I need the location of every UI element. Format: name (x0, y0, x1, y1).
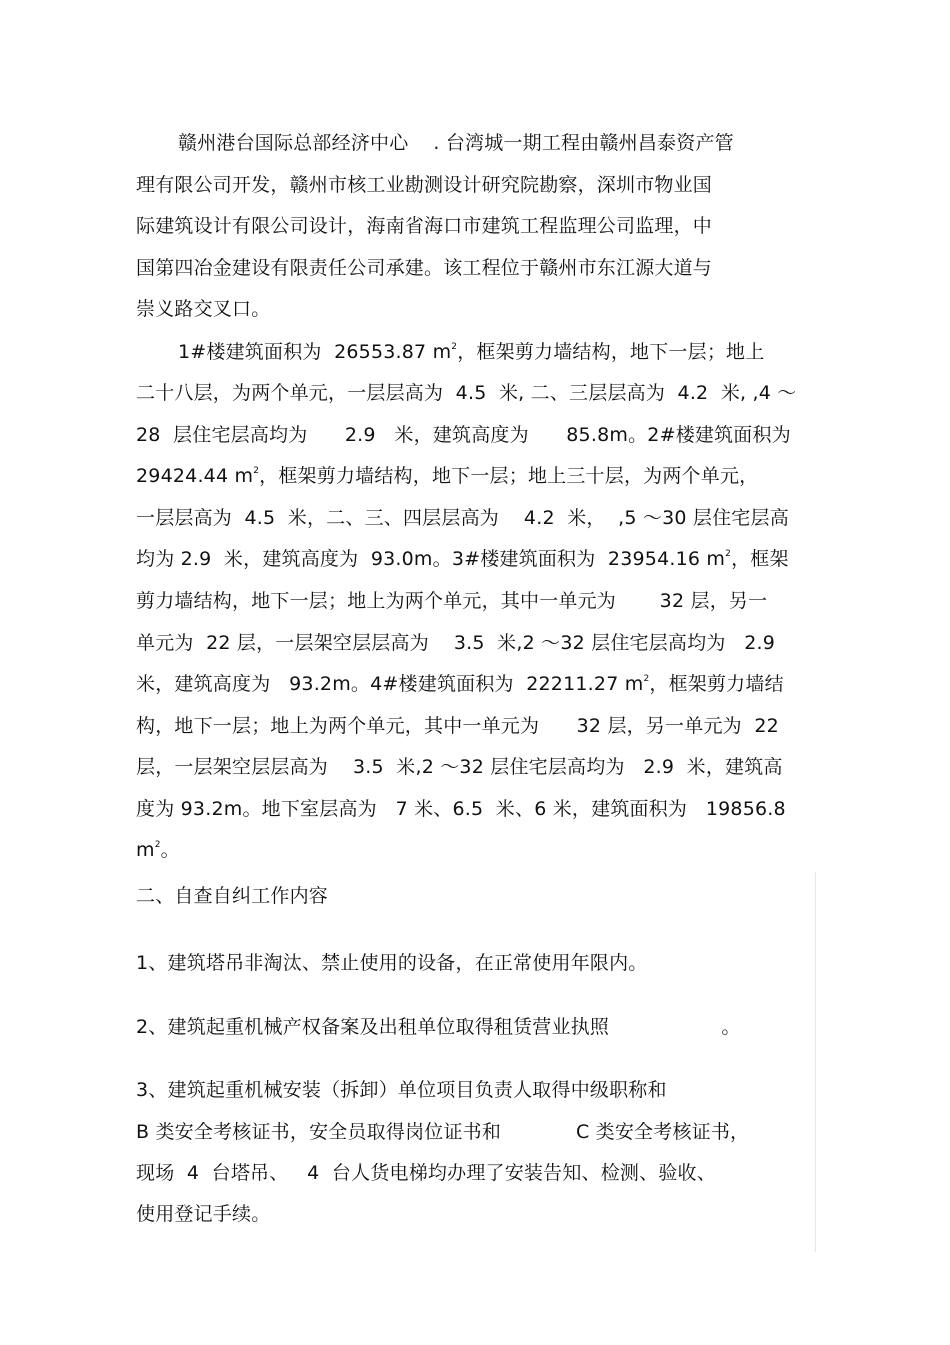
text-run: ，框架剪力墙结构，地下一层；地上三十层，为两个单元， (259, 465, 759, 487)
list-item-3-line-1: 3、建筑起重机械安装（拆卸）单位项目负责人取得中级职称和 (136, 1079, 667, 1101)
list-item-1: 1、建筑塔吊非淘汰、禁止使用的设备，在正常使用年限内。 (136, 952, 648, 974)
table-border (815, 872, 816, 1252)
paragraph-2-line-9 (136, 672, 784, 696)
list-item-2: 2、建筑起重机械产权备案及出租单位取得租赁营业执照 。 (136, 1016, 741, 1038)
text-run: 1#楼建筑面积为 26553.87 m (178, 341, 452, 363)
paragraph-2-line-12: 度为 93.2m。地下室层高为 7 米、6.5 米、6 米，建筑面积为 19856.8 (136, 798, 786, 820)
text-run: m (136, 839, 155, 861)
paragraph-2-line-11: 层，一层架空层层高为 3.5 米,2 ～32 层住宅层高均为 2.9 米，建筑高 (136, 756, 783, 778)
superscript: 2 (643, 674, 650, 684)
paragraph-1-line-3: 际建筑设计有限公司设计，海南省海口市建筑工程监理公司监理，中 (136, 215, 713, 237)
list-item-3-line-2: B 类安全考核证书，安全员取得岗位证书和 C 类安全考核证书， (136, 1121, 750, 1143)
text-run: 均为 2.9 米，建筑高度为 93.0m。3#楼建筑面积为 23954.16 m (136, 548, 726, 570)
text-run: 。 (160, 839, 180, 861)
superscript: 2 (253, 466, 260, 476)
paragraph-1-line-2: 理有限公司开发，赣州市核工业勘测设计研究院勘察，深圳市物业国 (136, 174, 713, 196)
text-run: ，框架剪力墙结构，地下一层；地上 (457, 341, 765, 363)
superscript: 2 (451, 342, 458, 352)
paragraph-2-line-2: 二十八层，为两个单元，一层层高为 4.5 米, 二、三层层高为 4.2 米, ,4 ～ (136, 382, 797, 404)
paragraph-2-line-10: 构，地下一层；地上为两个单元，其中一单元为 32 层，另一单元为 22 (136, 715, 779, 737)
text-run: ，框架剪力墙结 (649, 673, 784, 695)
paragraph-1-line-5: 崇义路交叉口。 (136, 298, 271, 320)
superscript: 2 (725, 549, 732, 559)
superscript: 2 (154, 840, 161, 850)
paragraph-2-line-1 (178, 340, 764, 364)
paragraph-1-line-4: 国第四冶金建设有限责任公司承建。该工程位于赣州市东江源大道与 (136, 257, 713, 279)
list-item-3-line-3: 现场 4 台塔吊、 4 台人货电梯均办理了安装告知、检测、验收、 (136, 1162, 716, 1184)
paragraph-2-line-13 (136, 838, 180, 862)
section-heading: 二、自查自纠工作内容 (136, 885, 329, 907)
paragraph-2-line-3: 28 层住宅层高均为 2.9 米，建筑高度为 85.8m。2#楼建筑面积为 (136, 424, 791, 446)
text-run: 米，建筑高度为 93.2m。4#楼建筑面积为 22211.27 m (136, 673, 644, 695)
paragraph-2-line-7: 剪力墙结构，地下一层；地上为两个单元，其中一单元为 32 层，另一 (136, 590, 768, 612)
paragraph-2-line-5: 一层层高为 4.5 米，二、三、四层层高为 4.2 米， ,5 ～30 层住宅层高 (136, 507, 789, 529)
list-item-3-line-4: 使用登记手续。 (136, 1203, 271, 1225)
text-run: ，框架 (731, 548, 789, 570)
paragraph-2-line-6 (136, 547, 789, 571)
paragraph-2-line-8: 单元为 22 层，一层架空层层高为 3.5 米,2 ～32 层住宅层高均为 2.9 (136, 632, 776, 654)
paragraph-1-line-1: 赣州港台国际总部经济中心 . 台湾城一期工程由赣州昌泰资产管 (178, 132, 734, 154)
paragraph-2-line-4 (136, 464, 758, 488)
text-run: 29424.44 m (136, 465, 254, 487)
